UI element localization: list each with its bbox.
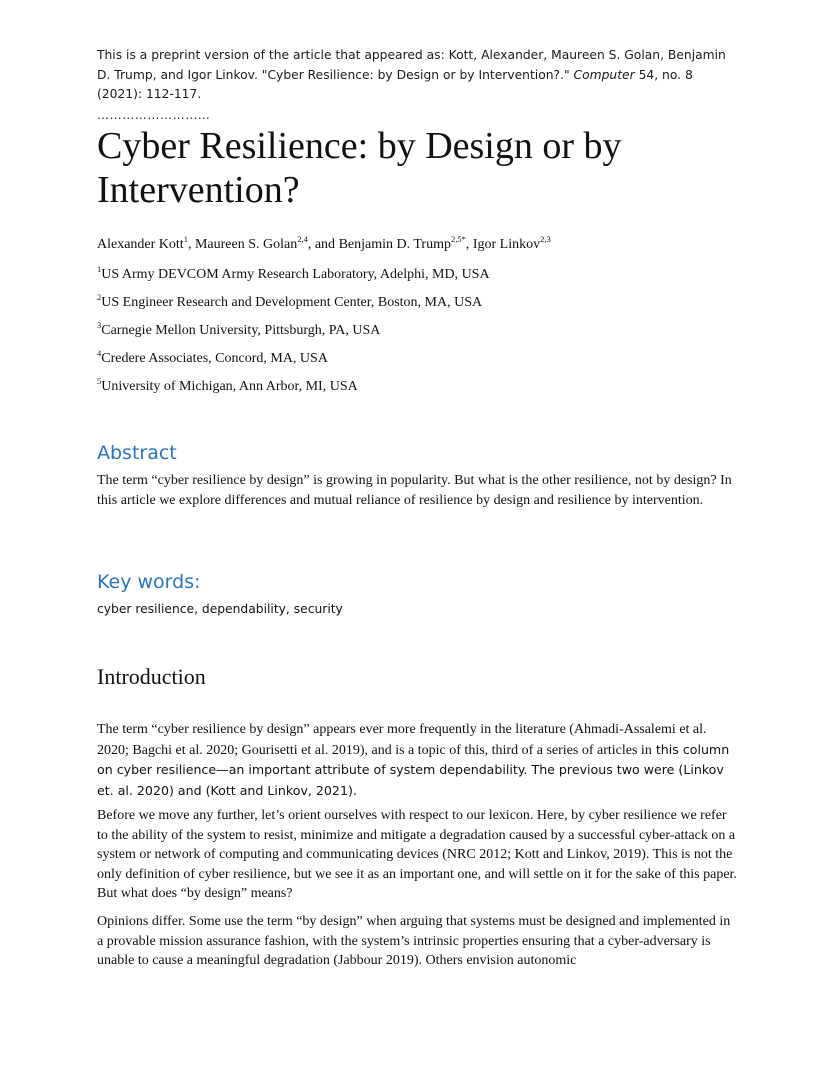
paper-title: Cyber Resilience: by Design or by Intervention? <box>97 125 622 211</box>
author-name: Maureen S. Golan <box>194 237 298 252</box>
author-separator: , and <box>307 237 339 252</box>
affiliation-text: US Army DEVCOM Army Research Laboratory, Adelphi, MD, USA <box>101 267 490 282</box>
affiliation-mark: 4 <box>97 348 102 358</box>
affiliation-mark: 5 <box>97 376 102 386</box>
affiliation-mark: 1 <box>97 264 102 274</box>
author-affiliation-mark: 2,3 <box>540 234 551 244</box>
keywords-heading: Key words: <box>97 571 201 593</box>
keywords-text: cyber resilience, dependability, security <box>97 602 343 616</box>
affiliation-item <box>97 266 490 284</box>
author-name: Alexander Kott <box>97 237 184 252</box>
preprint-journal-name: Computer <box>573 67 635 82</box>
author-separator: , <box>187 237 195 252</box>
affiliation-text: US Engineer Research and Development Center, Boston, MA, USA <box>101 295 483 310</box>
preprint-volume-pages: 54, no. 8 (2021): 112-117. <box>97 67 693 101</box>
introduction-paragraph-2: Before we move any further, let’s orient ourselves with respect to our lexicon. Here, by cyber resilience we refer to the ability of the system to resist, minimize and mitigate a degradation caused by a successful cyber-attack on a system or network of computing and communicating devices (NRC 2012; Kott and Linkov, 2019). This is not the only definition of cyber resilience, but we see it as an important one, and will settle on it for the sake of this paper. But what does “by design” means? <box>97 808 737 901</box>
paragraph-text-sans: this column on cyber resilience—an important attribute of system dependability. The previous two were (Linkov et. al. 2020) and (Kott and Linkov, 2021). <box>97 741 730 798</box>
abstract-heading: Abstract <box>97 442 177 464</box>
preprint-notice <box>97 46 737 105</box>
affiliation-item <box>97 350 328 368</box>
affiliation-mark: 3 <box>97 320 102 330</box>
abstract-text: The term “cyber resilience by design” is growing in popularity. But what is the other resilience, not by design? In this article we explore differences and mutual reliance of resilience by design and resilience by intervention. <box>97 473 732 508</box>
separator-dots: ……………………… <box>97 108 211 122</box>
preprint-citation-text: This is a preprint version of the article that appeared as: Kott, Alexander, Maureen S. Golan, Benjamin D. Trump, and Igor Linkov. "Cyber Resilience: by Design or by Intervention?." <box>97 48 726 82</box>
author-list <box>97 236 551 254</box>
author-name: Benjamin D. Trump <box>338 237 451 252</box>
affiliation-text: Credere Associates, Concord, MA, USA <box>101 351 328 366</box>
introduction-paragraph-1 <box>97 720 737 801</box>
introduction-paragraph-3: Opinions differ. Some use the term “by design” when arguing that systems must be designed and implemented in a provable mission assurance fashion, with the system’s intrinsic properties ensuring that a cyber-adversary is unable to cause a meaningful degradation (Jabbour 2019). Others envision autonomic <box>97 914 731 968</box>
author-affiliation-mark: 1 <box>183 234 188 244</box>
author-name: Igor Linkov <box>472 237 541 252</box>
affiliation-text: Carnegie Mellon University, Pittsburgh, PA, USA <box>101 323 381 338</box>
affiliation-item <box>97 294 482 312</box>
affiliation-item <box>97 378 358 396</box>
author-affiliation-mark: 2,4 <box>297 234 308 244</box>
introduction-heading: Introduction <box>97 664 206 689</box>
affiliation-mark: 2 <box>97 292 102 302</box>
author-separator: , <box>465 237 473 252</box>
author-affiliation-mark: 2,5* <box>450 234 466 244</box>
affiliation-text: University of Michigan, Ann Arbor, MI, USA <box>101 379 358 394</box>
affiliation-item <box>97 322 380 340</box>
paragraph-text-serif: The term “cyber resilience by design” appears ever more frequently in the literature (Ahmadi-Assalemi et al. 2020; Bagchi et al. 2020; Gourisetti et al. 2019), and is a topic of this, third of a series of articles in <box>97 722 707 758</box>
